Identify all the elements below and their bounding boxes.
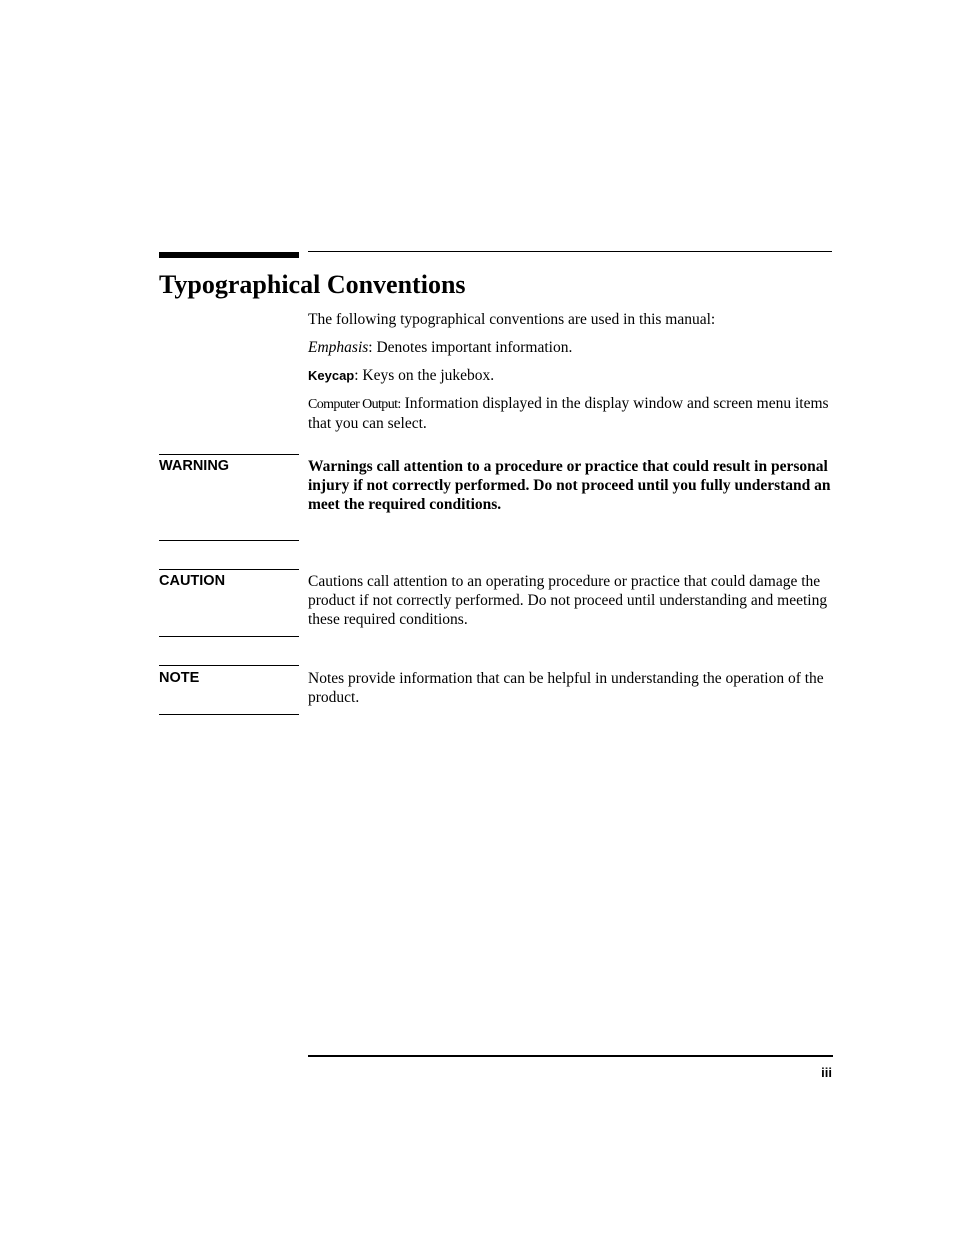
page-number: iii [821, 1065, 832, 1080]
note-text: Notes provide information that can be helpful in understanding the operation of the product. [308, 670, 824, 706]
page-title: Typographical Conventions [159, 270, 466, 299]
caution-rule-top [159, 569, 299, 570]
warning-label: WARNING [159, 458, 230, 474]
warning-rule-top [159, 454, 299, 455]
keycap-desc: : Keys on the jukebox. [354, 367, 495, 384]
warning-text: Warnings call attention to a procedure or practice that could result in personal injury if not correctly performed. Do not proceed until you fully understand an meet the required conditions. [308, 458, 831, 513]
emphasis-term: Emphasis [308, 339, 369, 356]
caution-rule-bottom [159, 636, 299, 637]
caution-text: Cautions call attention to an operating procedure or practice that could damage the product if not correctly performed. Do not proceed until understanding and meeting these required conditions. [308, 573, 828, 628]
computer-output-term: Computer Output: [308, 397, 401, 412]
note-label: NOTE [159, 670, 200, 686]
intro-paragraph: The following typographical conventions are used in this manual: [308, 311, 716, 328]
note-rule-top [159, 665, 299, 666]
emphasis-desc: : Denotes important information. [368, 339, 573, 356]
convention-computer-output [308, 394, 832, 433]
convention-keycap [308, 366, 832, 385]
note-rule-bottom [159, 714, 299, 715]
heading-rule-thin [308, 251, 832, 252]
caution-label: CAUTION [159, 573, 226, 589]
convention-emphasis [308, 338, 832, 357]
heading-rule-thick [159, 252, 299, 258]
computer-output-desc: Information displayed in the display window and screen menu items that you can select. [308, 395, 829, 432]
footer-rule [308, 1055, 833, 1057]
keycap-term: Keycap [308, 368, 355, 383]
warning-rule-bottom [159, 540, 299, 541]
